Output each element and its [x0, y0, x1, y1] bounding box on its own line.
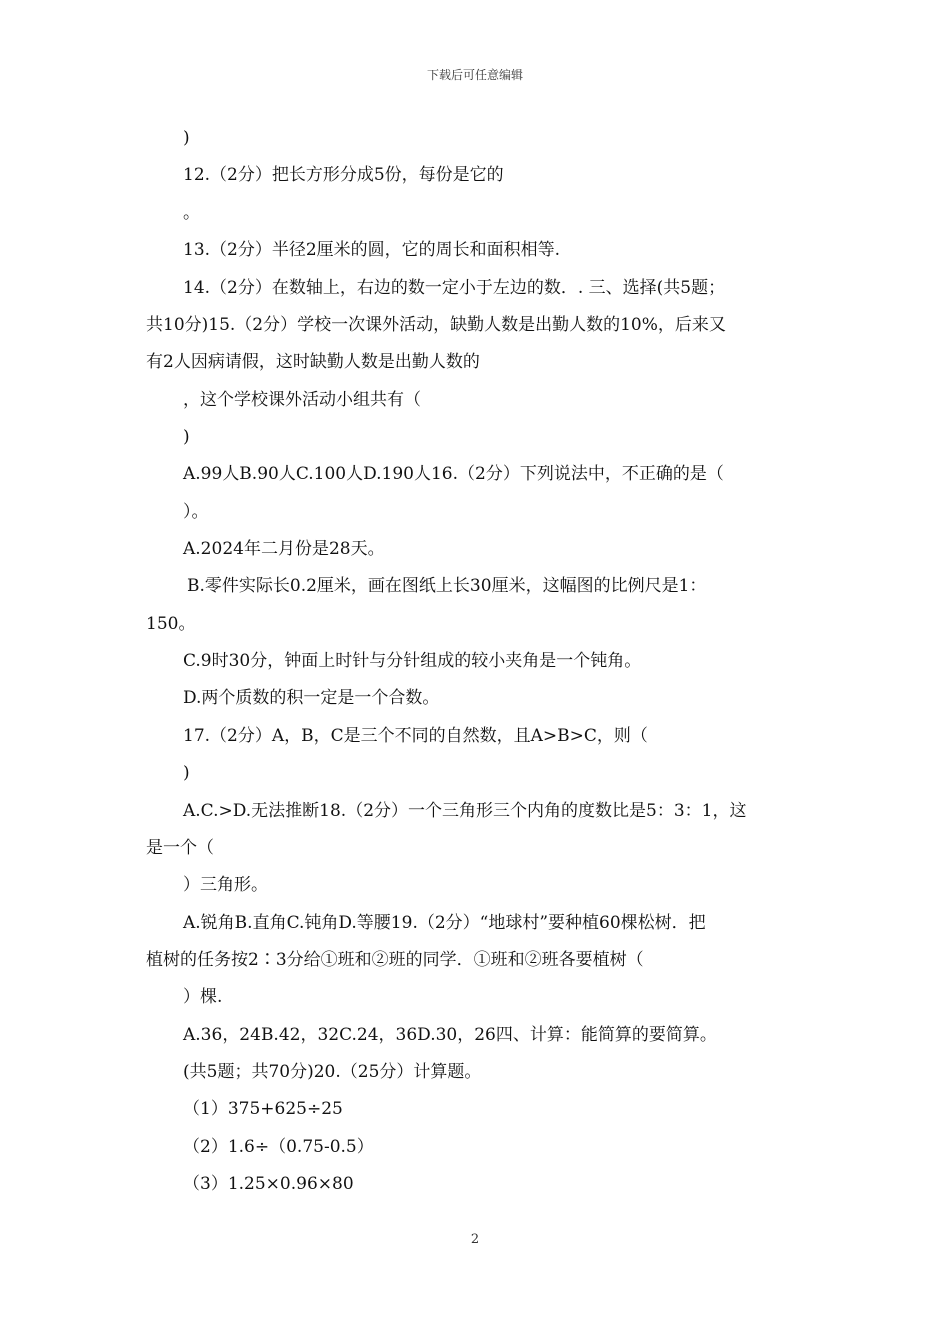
text-line: ): [183, 128, 190, 148]
text-line: D.两个质数的积一定是一个合数。: [183, 688, 440, 708]
text-line: 12.（2分）把长方形分成5份，每份是它的: [183, 165, 504, 185]
text-line: A.2024年二月份是28天。: [183, 539, 385, 559]
page-number: 2: [470, 1232, 480, 1247]
text-line: B.零件实际长0.2厘米，画在图纸上长30厘米，这幅图的比例尺是1：: [187, 576, 707, 596]
text-line: 有2人因病请假，这时缺勤人数是出勤人数的: [146, 352, 480, 372]
text-line: 。: [183, 203, 200, 223]
text-line: ）。: [183, 502, 209, 522]
text-line: 共10分)15.（2分）学校一次课外活动，缺勤人数是出勤人数的10%，后来又: [146, 315, 726, 335]
text-line: 是一个（: [146, 838, 214, 858]
text-line: C.9时30分，钟面上时针与分针组成的较小夹角是一个钝角。: [183, 651, 642, 671]
text-line: ): [183, 427, 190, 447]
text-line: 14.（2分）在数轴上，右边的数一定小于左边的数．. 三、选择(共5题；: [183, 278, 726, 298]
text-line: (共5题；共70分)20.（25分）计算题。: [183, 1062, 482, 1082]
text-line: （3）1.25×0.96×80: [183, 1174, 354, 1194]
text-line: （2）1.6÷（0.75-0.5）: [183, 1137, 374, 1157]
text-line: 17.（2分）A，B，C是三个不同的自然数，且A>B>C，则（: [183, 726, 648, 746]
page-header: 下载后可任意编辑: [426, 68, 523, 82]
text-line: 13.（2分）半径2厘米的圆，它的周长和面积相等.: [183, 240, 561, 260]
text-line: （1）375+625÷25: [183, 1099, 343, 1119]
text-line: A.锐角B.直角C.钝角D.等腰19.（2分）“地球村”要种植60棵松树．把: [183, 913, 706, 933]
text-line: ): [183, 763, 190, 783]
text-line: ，这个学校课外活动小组共有（: [183, 390, 421, 410]
text-line: ）三角形。: [183, 875, 268, 895]
text-line: A.C.>D.无法推断18.（2分）一个三角形三个内角的度数比是5：3：1，这: [183, 801, 747, 821]
text-line: 150。: [146, 614, 196, 634]
text-line: A.99人B.90人C.100人D.190人16.（2分）下列说法中，不正确的是（: [183, 464, 724, 484]
text-line: A.36，24B.42，32C.24，36D.30，26四、计算：能简算的要简算。: [183, 1025, 717, 1045]
text-line: ）棵.: [183, 987, 223, 1007]
text-line: 植树的任务按2∶3分给①班和②班的同学．①班和②班各要植树（: [146, 950, 644, 970]
